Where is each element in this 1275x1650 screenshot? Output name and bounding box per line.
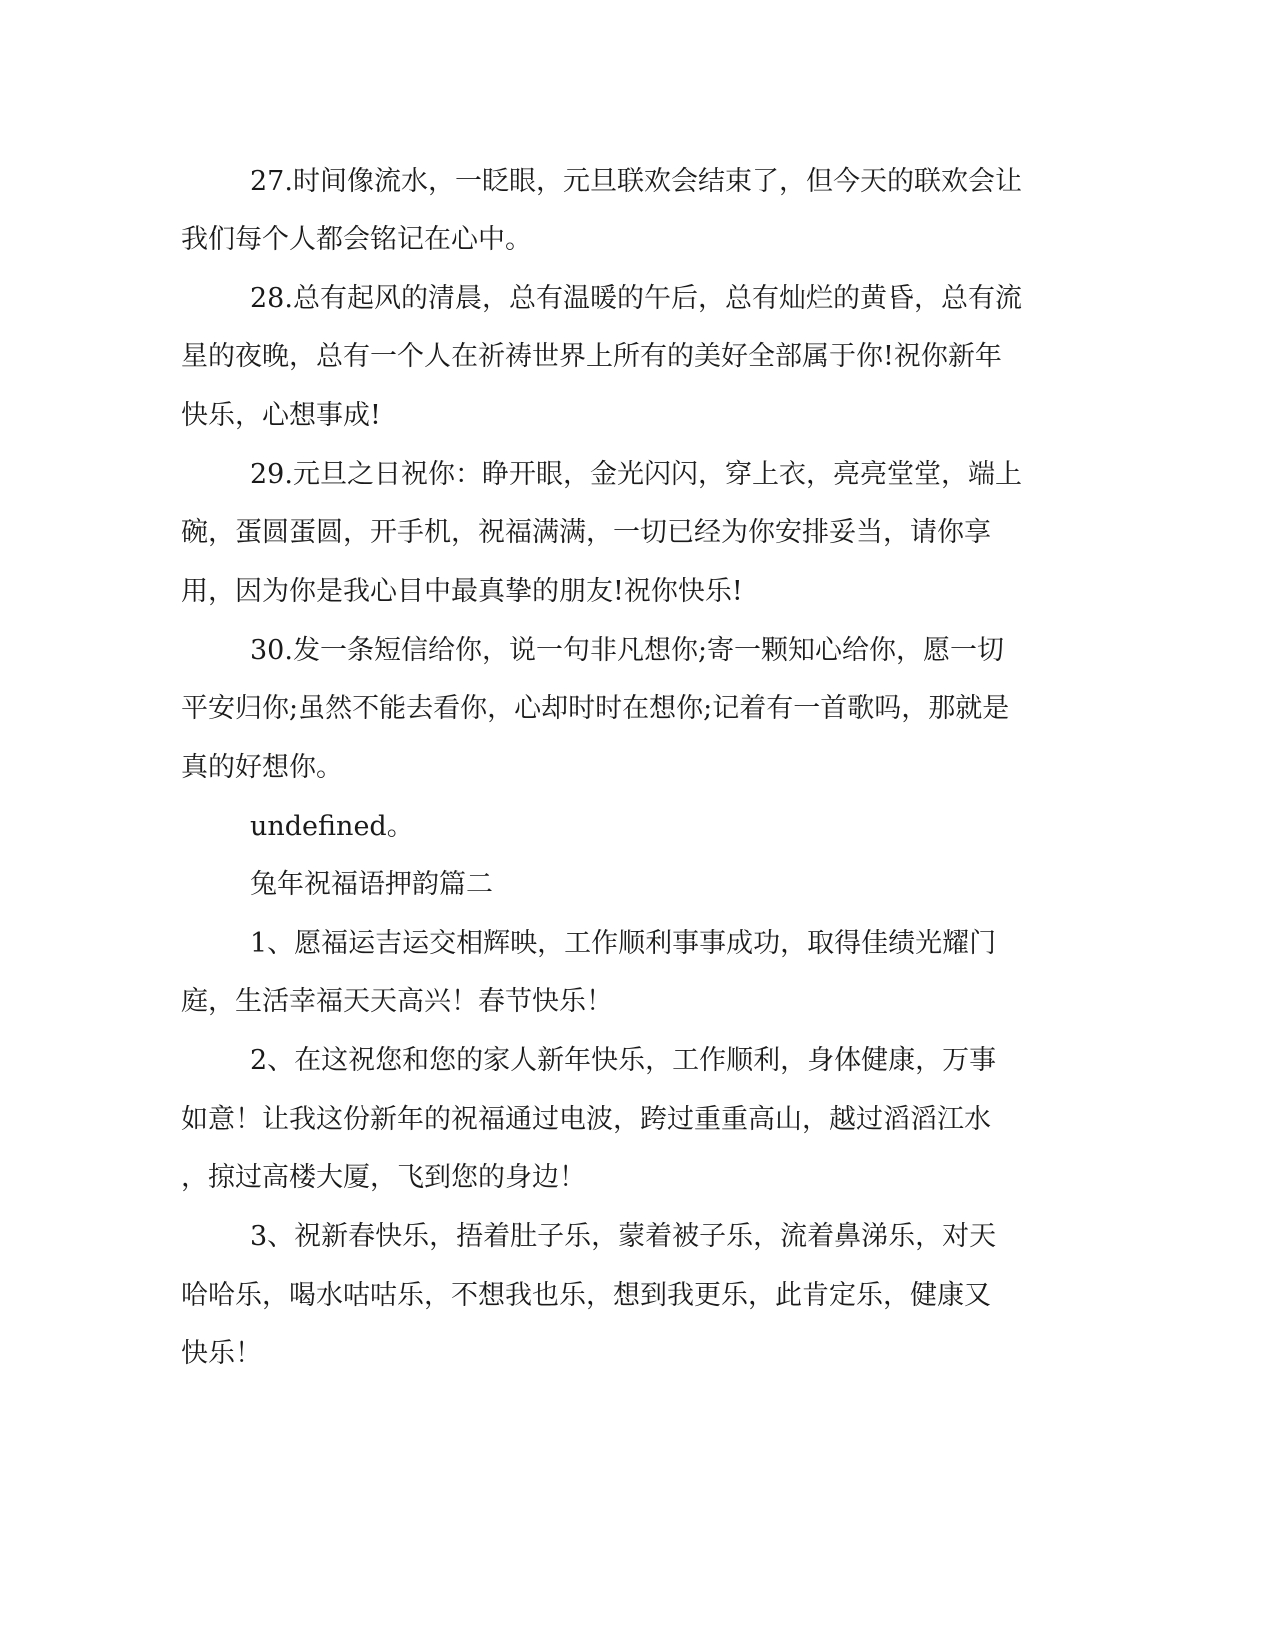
item-2-line-2: 如意！让我这份新年的祝福通过电波，跨过重重高山，越过滔滔江水 xyxy=(181,1104,991,1135)
paragraph-30-line-1: 30.发一条短信给你，说一句非凡想你;寄一颗知心给你，愿一切 xyxy=(250,635,1005,666)
paragraph-29-line-1: 29.元旦之日祝你：睁开眼，金光闪闪，穿上衣，亮亮堂堂，端上 xyxy=(250,459,1022,490)
paragraph-27-line-1: 27.时间像流水，一眨眼，元旦联欢会结束了，但今天的联欢会让 xyxy=(250,166,1022,197)
item-3-line-1: 3、祝新春快乐，捂着肚子乐，蒙着被子乐，流着鼻涕乐，对天 xyxy=(250,1221,997,1252)
paragraph-28-line-1: 28.总有起风的清晨，总有温暖的午后，总有灿烂的黄昏，总有流 xyxy=(250,283,1022,314)
undefined-line: undefined。 xyxy=(250,811,414,842)
item-1-line-1: 1、愿福运吉运交相辉映，工作顺利事事成功，取得佳绩光耀门 xyxy=(250,928,997,959)
section-heading: 兔年祝福语押韵篇二 xyxy=(250,869,493,900)
paragraph-29-line-3: 用，因为你是我心目中最真挚的朋友!祝你快乐! xyxy=(181,576,743,607)
item-3-line-2: 哈哈乐，喝水咕咕乐，不想我也乐，想到我更乐，此肯定乐，健康又 xyxy=(181,1280,991,1311)
item-1-line-2: 庭，生活幸福天天高兴！春节快乐！ xyxy=(181,986,613,1017)
paragraph-30-line-2: 平安归你;虽然不能去看你，心却时时在想你;记着有一首歌吗，那就是 xyxy=(181,693,1010,724)
paragraph-28-line-3: 快乐，心想事成! xyxy=(181,400,381,431)
paragraph-29-line-2: 碗，蛋圆蛋圆，开手机，祝福满满，一切已经为你安排妥当，请你享 xyxy=(181,517,991,548)
item-3-line-3: 快乐！ xyxy=(181,1338,262,1369)
paragraph-28-line-2: 星的夜晚，总有一个人在祈祷世界上所有的美好全部属于你!祝你新年 xyxy=(181,341,1002,372)
paragraph-30-line-3: 真的好想你。 xyxy=(181,752,343,783)
item-2-line-1: 2、在这祝您和您的家人新年快乐，工作顺利，身体健康，万事 xyxy=(250,1045,997,1076)
item-2-line-3: ，掠过高楼大厦，飞到您的身边！ xyxy=(181,1162,586,1193)
paragraph-27-line-2: 我们每个人都会铭记在心中。 xyxy=(181,224,532,255)
